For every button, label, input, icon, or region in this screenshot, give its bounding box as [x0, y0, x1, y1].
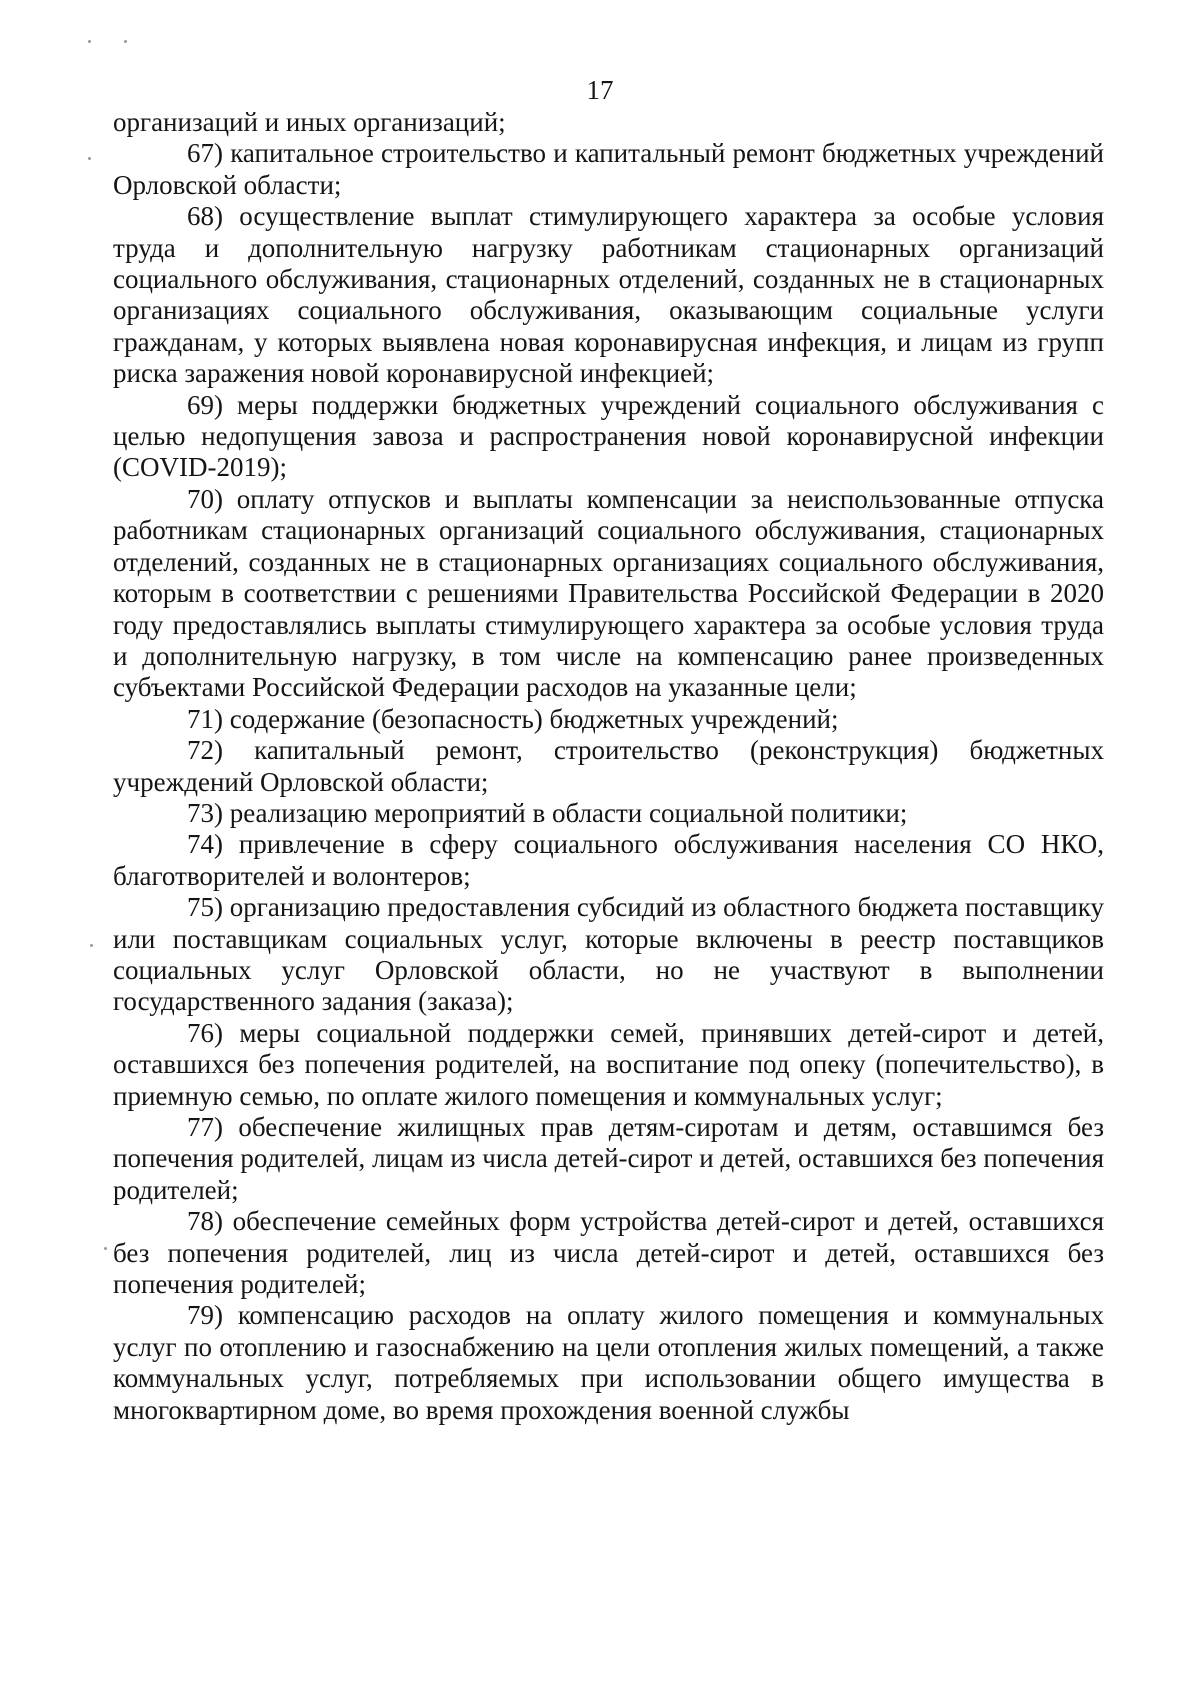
list-item-76: 76) меры социальной поддержки семей, принявших детей-сирот и детей, оставшихся без попечения родителей, на воспитание под опеку (попечительство), в приемную семью, по оплате жилого помещения и коммунальных услуг; [113, 1017, 1104, 1111]
list-item-68: 68) осуществление выплат стимулирующего характера за особые условия труда и дополнительную нагрузку работникам стационарных организаций социального обслуживания, стационарных отделений, созданных не в стационарных организациях социального обслуживания, оказывающим социальные услуги гражданам, у которых выявлена новая коронавирусная инфекция, и лицам из групп риска заражения новой коронавирусной инфекцией; [113, 201, 1104, 389]
list-item-70: 70) оплату отпусков и выплаты компенсации за неиспользованные отпуска работникам стационарных организаций социального обслуживания, стационарных отделений, созданных не в стационарных организациях социального обслуживания, которым в соответствии с решениями Правительства Российской Федерации в 2020 году предоставлялись выплаты стимулирующего характера за особые условия труда и дополнительную нагрузку, в том числе на компенсацию ранее произведенных субъектами Российской Федерации расходов на указанные цели; [113, 483, 1104, 703]
list-item-71: 71) содержание (безопасность) бюджетных учреждений; [187, 703, 839, 734]
scan-speck [90, 944, 93, 947]
scan-speck [124, 40, 127, 43]
list-item-77: 77) обеспечение жилищных прав детям-сиротам и детям, оставшимся без попечения родителей, лицам из числа детей-сирот и детей, оставшихся без попечения родителей; [113, 1112, 1104, 1205]
list-item-67: 67) капитальное строительство и капитальный ремонт бюджетных учреждений Орловской области; [113, 138, 1104, 200]
scan-speck [104, 1247, 107, 1250]
list-item-74: 74) привлечение в сферу социального обслуживания населения СО НКО, благотворителей и волонтеров; [113, 829, 1104, 891]
document-body [113, 107, 1104, 1426]
list-item-72: 72) капитальный ремонт, строительство (реконструкция) бюджетных учреждений Орловской области; [113, 735, 1104, 797]
scan-speck [88, 40, 91, 43]
list-item-73: 73) реализацию мероприятий в области социальной политики; [187, 797, 908, 828]
paragraph-continuation: организаций и иных организаций; [113, 107, 506, 137]
scan-speck [88, 157, 91, 160]
page-number: 17 [586, 75, 614, 105]
list-item-69: 69) меры поддержки бюджетных учреждений социального обслуживания с целью недопущения завоза и распространения новой коронавирусной инфекции (COVID-2019); [113, 389, 1104, 483]
list-item-78: 78) обеспечение семейных форм устройства детей-сирот и детей, оставшихся без попечения родителей, лиц из числа детей-сирот и детей, оставшихся без попечения родителей; [113, 1206, 1104, 1300]
list-item-79: 79) компенсацию расходов на оплату жилого помещения и коммунальных услуг по отоплению и газоснабжению на цели отопления жилых помещений, а также коммунальных услуг, потребляемых при использовании общего имущества в многоквартирном доме, во время прохождения военной службы [113, 1300, 1104, 1425]
list-item-75: 75) организацию предоставления субсидий из областного бюджета поставщику или поставщикам социальных услуг, которые включены в реестр поставщиков социальных услуг Орловской области, но не участвуют в выполнении государственного задания (заказа); [113, 892, 1104, 1017]
